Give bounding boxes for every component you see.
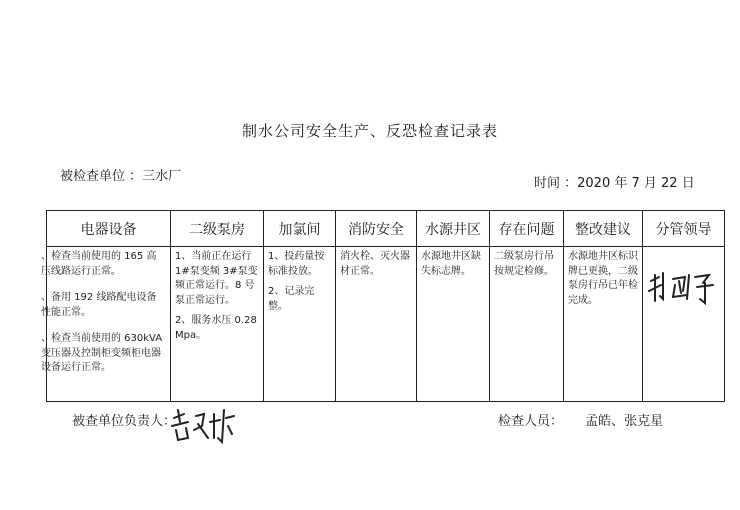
cell-suggestions [564,247,643,402]
chlorination-item-2: 2、记录完整。 [268,286,315,312]
inspectors [498,410,663,429]
header-pump-room: 二级泵房 [171,211,264,247]
inspection-table [41,210,725,402]
cell-chlorination [264,247,336,402]
header-well-area: 水源井区 [417,211,490,247]
header-electrical: 电器设备 [47,211,171,247]
header-chlorination: 加氯间 [264,211,336,247]
pump-room-item-1: 1、当前正在运行 1#泵变频 3#泵变频正常运行。8 号泵正常运行。 [175,251,258,306]
fire-safety-text: 消火栓、灭火器材正常。 [340,251,410,277]
suggestions-text: 水源地井区标识牌已更换，二级泵房行吊已年检完成。 [568,251,638,306]
inspected-unit: 被检查单位 ：三水厂 [60,169,182,184]
header-issues: 存在问题 [490,211,564,247]
cell-issues [490,247,564,402]
pump-room-item-2: 2、服务水压 0.28Mpa。 [175,315,257,341]
inspectors-label: 检查人员： [498,414,564,429]
issues-text: 二级泵房行吊按规定检修。 [494,251,554,277]
cell-electrical [41,247,171,402]
cell-well-area [417,247,490,402]
inspection-date: 时间 ：2020 年 7 月 22 日 [534,176,695,191]
header-row [47,211,725,247]
chlorination-item-1: 1、投药量按标准投放。 [268,251,325,277]
cell-pump-room [171,247,264,402]
well-area-text: 水源地井区缺失标志牌。 [421,251,481,277]
header-fire-safety: 消防安全 [336,211,417,247]
cell-leader [643,247,725,402]
inspectors-names: 孟皓、张克星 [585,414,664,429]
handwritten-signature-icon [643,261,723,311]
handwritten-signature-icon [170,404,240,444]
electrical-item-3: 、检查当前使用的 630kVA 变压器及控制柜变频柜电器设备运行正常。 [41,333,163,373]
header-suggestions: 整改建议 [564,211,643,247]
responsible-label: 被查单位负责人： [72,414,177,429]
content-row [47,247,725,402]
electrical-item-1: 、检查当前使用的 165 高压线路运行正常。 [41,251,157,277]
header-leader: 分管领导 [643,211,725,247]
cell-fire-safety [336,247,417,402]
responsible-person [72,410,176,429]
document-title: 制水公司安全生产、反恐检查记录表 [241,122,498,140]
electrical-item-2: 、备用 192 线路配电设备性能正常。 [41,292,157,318]
